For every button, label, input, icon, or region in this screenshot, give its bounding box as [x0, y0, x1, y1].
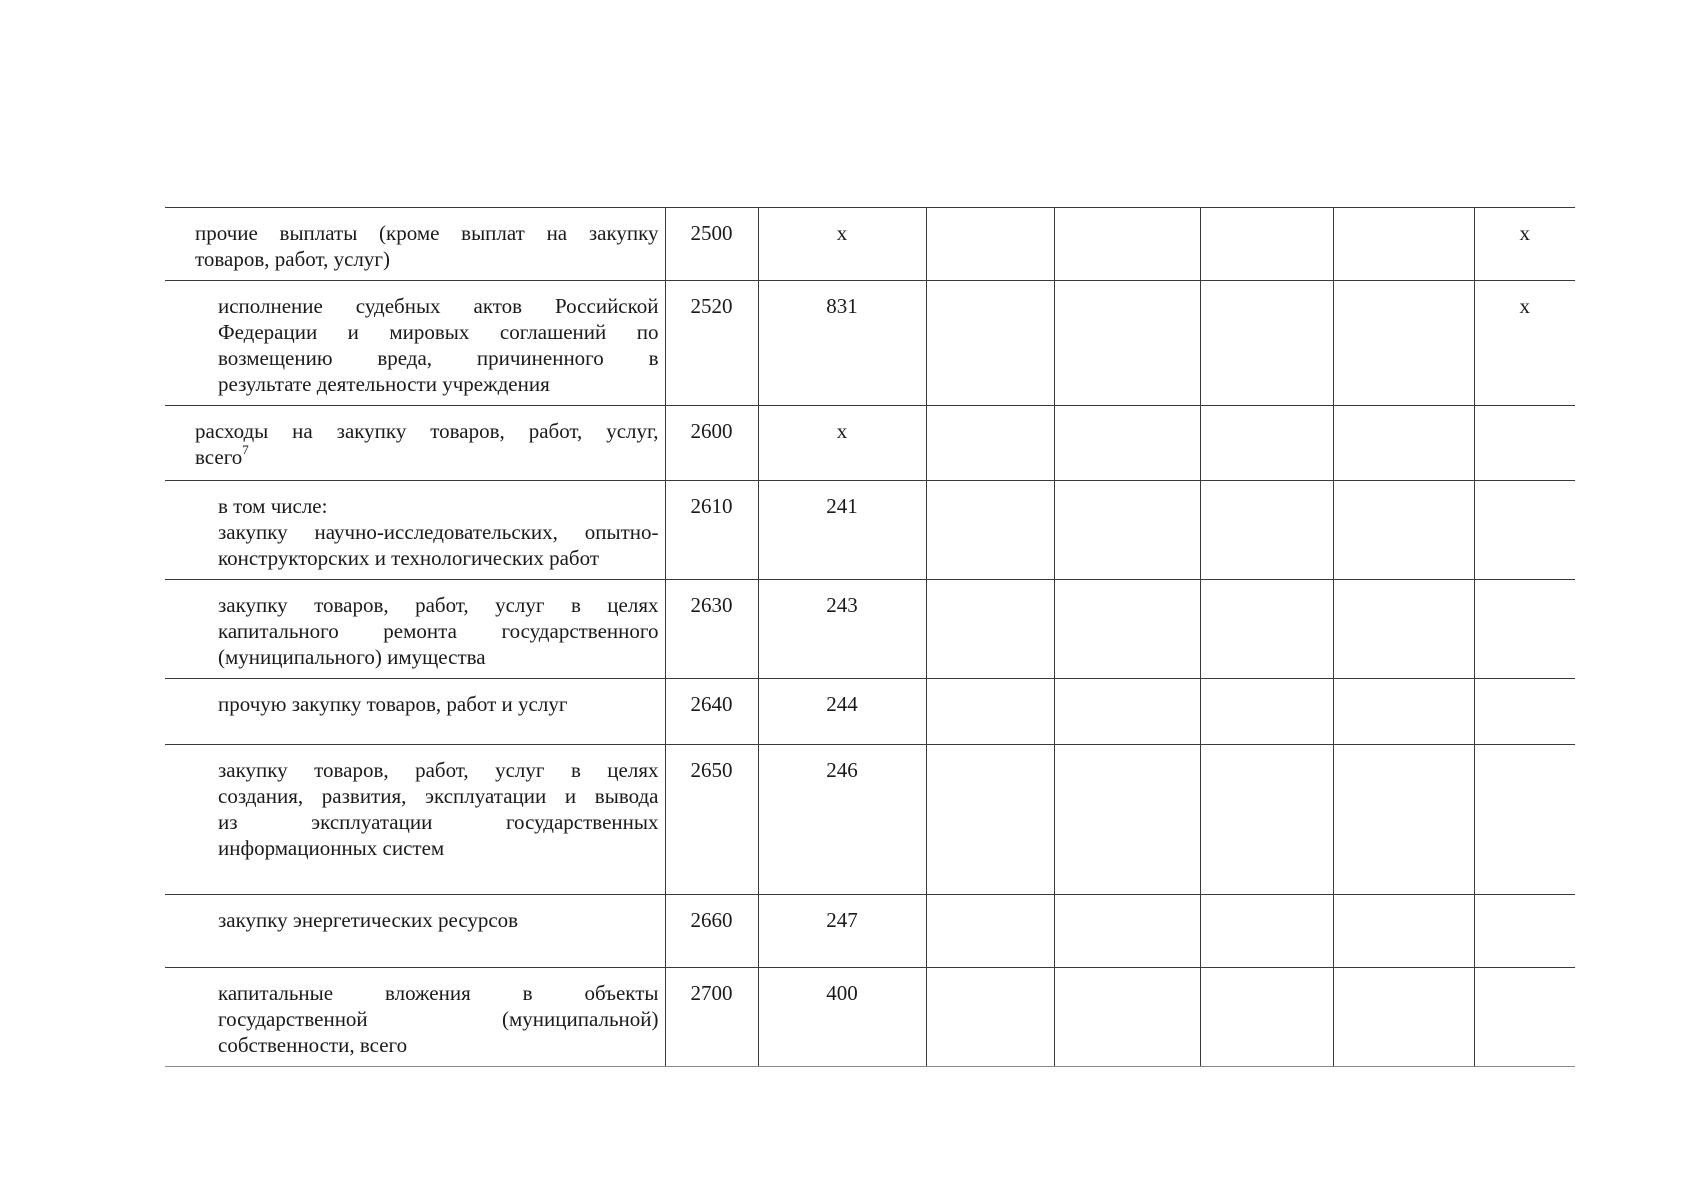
value-cell — [1200, 281, 1333, 406]
value-cell — [1054, 679, 1200, 745]
value-cell — [1054, 895, 1200, 968]
table-row — [165, 208, 1575, 281]
value-cell — [1054, 281, 1200, 406]
value-cell — [1333, 745, 1474, 895]
description-line: закупку товаров, работ, услуг в целях — [218, 758, 659, 782]
row-code — [665, 745, 758, 895]
description-line: капитальные вложения в объекты — [218, 981, 659, 1005]
last-column-cell — [1474, 895, 1575, 968]
row-kosgu-text: 247 — [826, 908, 858, 932]
last-column-cell: x — [1474, 281, 1575, 406]
last-column-cell — [1474, 406, 1575, 481]
description-line: прочие выплаты (кроме выплат на закупку — [195, 221, 659, 245]
value-cell — [1333, 968, 1474, 1067]
description-line: товаров, работ, услуг) — [195, 247, 391, 271]
value-cell — [926, 406, 1054, 481]
row-description — [165, 895, 665, 968]
row-description — [165, 580, 665, 679]
value-cell — [1333, 208, 1474, 281]
value-cell — [1333, 580, 1474, 679]
value-cell — [1200, 745, 1333, 895]
row-code-text: 2650 — [690, 758, 733, 782]
description-text: всего — [195, 445, 243, 469]
description-line: результате деятельности учреждения — [218, 372, 550, 396]
table-row — [165, 406, 1575, 481]
table-row — [165, 580, 1575, 679]
value-cell — [1054, 406, 1200, 481]
row-kosgu: 400 — [758, 968, 926, 1067]
description-line: капитального ремонта государственного — [218, 619, 659, 643]
description-line: конструкторских и технологических работ — [218, 546, 600, 570]
last-column-cell — [1474, 745, 1575, 895]
description-line: закупку товаров, работ, услуг в целях — [218, 593, 659, 617]
row-kosgu: x — [758, 208, 926, 281]
row-code: 2640 — [665, 679, 758, 745]
description-line: государственной (муниципальной) — [218, 1007, 659, 1031]
value-cell — [926, 580, 1054, 679]
value-cell — [1333, 281, 1474, 406]
value-cell — [1200, 895, 1333, 968]
description-line: расходы на закупку товаров, работ, услуг, — [195, 419, 659, 443]
value-cell — [1200, 406, 1333, 481]
description-line: (муниципального) имущества — [218, 645, 486, 669]
footnote-marker: 7 — [242, 442, 249, 457]
description-line — [195, 444, 659, 470]
value-cell — [926, 208, 1054, 281]
value-cell — [1054, 580, 1200, 679]
description-line: возмещению вреда, причиненного в — [218, 346, 659, 370]
description-line: Федерации и мировых соглашений по — [218, 320, 659, 344]
row-description — [165, 968, 665, 1067]
row-kosgu: 243 — [758, 580, 926, 679]
last-column-cell: x — [1474, 208, 1575, 281]
row-kosgu-text: 246 — [826, 758, 858, 782]
table-row — [165, 895, 1575, 968]
table-row — [165, 745, 1575, 895]
row-code-text: 2660 — [690, 908, 733, 932]
last-column-cell — [1474, 580, 1575, 679]
last-column-cell — [1474, 679, 1575, 745]
row-description — [165, 679, 665, 745]
row-description — [165, 208, 665, 281]
value-cell — [1054, 481, 1200, 580]
value-cell — [1333, 679, 1474, 745]
budget-table — [165, 207, 1575, 1067]
value-cell — [1200, 208, 1333, 281]
value-cell — [1054, 968, 1200, 1067]
row-kosgu: 831 — [758, 281, 926, 406]
description-line: закупку научно-исследовательских, опытно- — [218, 520, 659, 544]
row-description — [165, 406, 665, 481]
row-description — [165, 481, 665, 580]
row-code: 2500 — [665, 208, 758, 281]
row-description — [165, 745, 665, 895]
description-line: закупку энергетических ресурсов — [218, 908, 519, 932]
table-row — [165, 281, 1575, 406]
description-line: информационных систем — [218, 836, 445, 860]
description-line: в том числе: — [218, 494, 328, 518]
value-cell — [926, 481, 1054, 580]
row-code: 2630 — [665, 580, 758, 679]
row-kosgu — [758, 895, 926, 968]
value-cell — [1333, 481, 1474, 580]
row-kosgu: 241 — [758, 481, 926, 580]
value-cell — [1054, 745, 1200, 895]
description-line: собственности, всего — [218, 1033, 408, 1057]
value-cell — [1200, 481, 1333, 580]
value-cell — [1200, 968, 1333, 1067]
row-code: 2700 — [665, 968, 758, 1067]
value-cell — [926, 745, 1054, 895]
value-cell — [1200, 679, 1333, 745]
row-code: 2520 — [665, 281, 758, 406]
row-description — [165, 281, 665, 406]
value-cell — [926, 281, 1054, 406]
description-line: исполнение судебных актов Российской — [218, 294, 659, 318]
row-code — [665, 895, 758, 968]
table-row — [165, 481, 1575, 580]
row-kosgu: x — [758, 406, 926, 481]
last-column-cell — [1474, 481, 1575, 580]
table-row — [165, 968, 1575, 1067]
row-code: 2600 — [665, 406, 758, 481]
value-cell — [1054, 208, 1200, 281]
row-code: 2610 — [665, 481, 758, 580]
description-line: прочую закупку товаров, работ и услуг — [218, 692, 568, 716]
value-cell — [1200, 580, 1333, 679]
value-cell — [1333, 406, 1474, 481]
row-kosgu: 244 — [758, 679, 926, 745]
value-cell — [1333, 895, 1474, 968]
table-row — [165, 679, 1575, 745]
row-kosgu — [758, 745, 926, 895]
description-line: создания, развития, эксплуатации и вывода — [218, 784, 659, 808]
value-cell — [926, 895, 1054, 968]
value-cell — [926, 968, 1054, 1067]
description-line: из эксплуатации государственных — [218, 810, 659, 834]
value-cell — [926, 679, 1054, 745]
last-column-cell — [1474, 968, 1575, 1067]
